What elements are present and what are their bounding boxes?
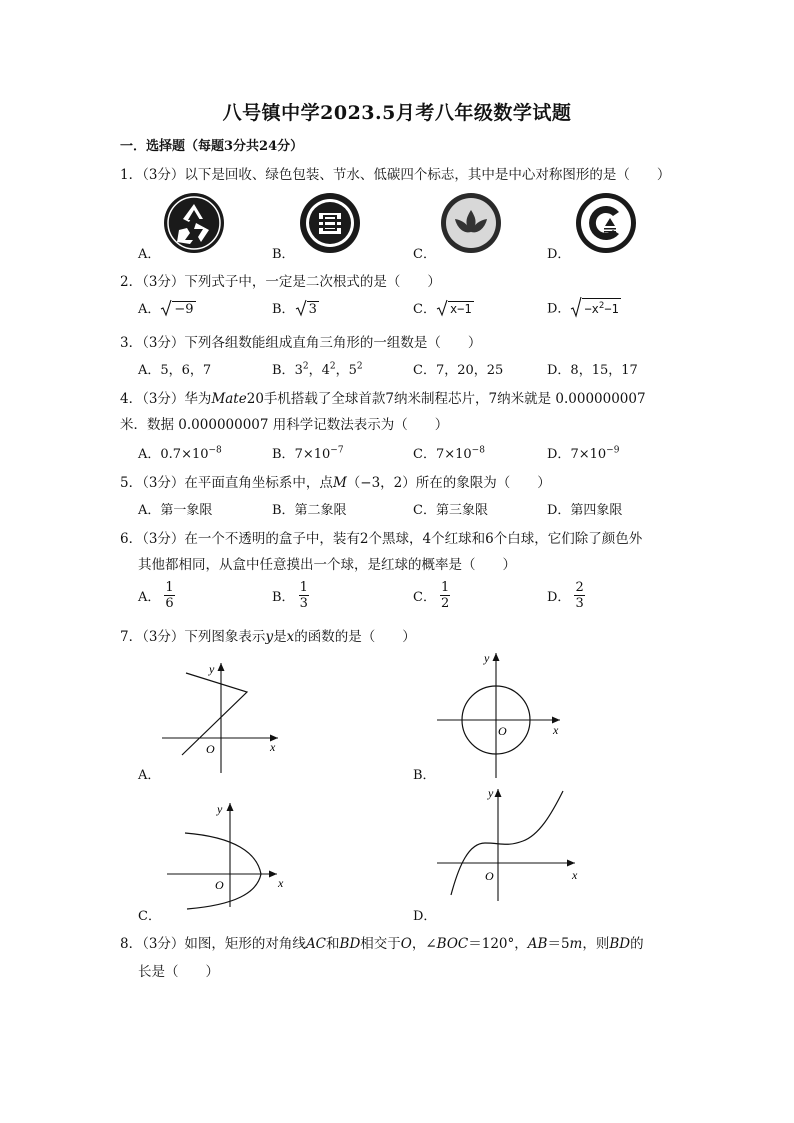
low-carbon-icon (575, 192, 637, 258)
q1-option-b[interactable]: B． (272, 247, 295, 262)
q8-bd-2: BD (609, 936, 631, 952)
q2-option-c-label: C． (413, 302, 436, 317)
q1-option-d[interactable]: D． (547, 247, 571, 262)
q2-option-a-radicand: −9 (174, 302, 194, 317)
q7-option-c[interactable]: C． (138, 909, 161, 924)
question-3-stem: 3．（3分）下列各组数能组成直角三角形的一组数是（ ） (120, 335, 482, 351)
question-6-line-2: 其他都相同，从盒中任意摸出一个球，是红球的概率是（ ） (138, 557, 516, 573)
q4-b-base: 7×10 (294, 447, 331, 462)
q8-then: ，则 (582, 936, 610, 952)
q4-option-b[interactable] (272, 443, 344, 462)
question-4-line-1 (120, 387, 646, 407)
q5-point-m: M (332, 475, 347, 491)
axis-label-y: y (209, 662, 215, 676)
q4-c-base: 7×10 (435, 447, 472, 462)
q2-d-tail: −1 (604, 301, 619, 316)
water-saving-icon (440, 192, 502, 258)
q8-de: 的 (630, 936, 644, 952)
axis-label-x: x (553, 723, 559, 737)
q2-d-base: −x (584, 301, 599, 316)
q8-line1-a: 8．（3分）如图，矩形的对角线 (120, 936, 306, 952)
q4-b-exp: −7 (330, 445, 344, 456)
q6-option-c[interactable] (413, 580, 450, 611)
graph-d-curve (451, 791, 563, 895)
y-arrow-icon (218, 663, 225, 671)
question-8-line-1 (120, 932, 644, 952)
q8-o: O (400, 936, 412, 952)
q3-option-b-label: B． (272, 363, 295, 378)
q4-a-exp: −8 (208, 445, 222, 456)
q5-option-c[interactable]: C．第三象限 (413, 503, 488, 518)
q1-option-c[interactable]: C． (413, 247, 436, 262)
q6-c-fraction (440, 580, 450, 611)
question-1-stem: 1．（3分）以下是回收、绿色包装、节水、低碳四个标志，其中是中心对称图形的是（ ） (120, 167, 671, 183)
sqrt-icon (295, 299, 307, 321)
section-heading: 一．选择题（每题3分共24分） (120, 139, 304, 154)
q3-option-a[interactable]: A．5，6，7 (138, 363, 212, 378)
q3-b-exp-2: 2 (329, 361, 336, 372)
q6-d-num: 2 (575, 580, 584, 595)
q6-option-a[interactable] (138, 580, 175, 611)
q7-option-b[interactable]: B． (413, 768, 436, 783)
q5-option-b[interactable]: B．第二象限 (272, 503, 347, 518)
q8-angle: ＝120°， (468, 936, 528, 952)
axis-label-y: y (484, 651, 490, 665)
q7-option-d[interactable]: D． (413, 909, 437, 924)
q2-option-a[interactable] (138, 298, 196, 321)
q6-c-num: 1 (440, 580, 450, 595)
q6-a-fraction (164, 580, 174, 611)
q7-option-a[interactable]: A． (138, 768, 161, 783)
q6-option-b[interactable] (272, 580, 309, 611)
sqrt-icon (570, 296, 582, 322)
q3-b-exp-3: 2 (356, 361, 363, 372)
q6-d-den: 3 (575, 596, 584, 611)
q7-stem-b: 是 (273, 629, 287, 645)
q8-comma: ，∠ (411, 936, 437, 952)
q4-option-d[interactable] (547, 443, 619, 462)
q6-c-den: 2 (440, 596, 450, 611)
q5-option-d[interactable]: D．第四象限 (547, 503, 623, 518)
q6-a-num: 1 (165, 580, 174, 595)
q4-d-exp: −9 (606, 445, 620, 456)
axis-label-y: y (217, 802, 223, 816)
question-6-line-1: 6．（3分）在一个不透明的盒子中，装有2个黑球，4个红球和6个白球，它们除了颜色外 (120, 531, 643, 547)
graph-c-curve (185, 833, 261, 909)
sqrt-icon (436, 299, 448, 321)
q3-option-c[interactable]: C．7，20，25 (413, 363, 504, 378)
q8-boc: BOC (436, 936, 469, 952)
q7-graph-b (435, 650, 575, 780)
page-title: 八号镇中学2023.5月考八年级数学试题 (222, 102, 572, 124)
q1-option-a[interactable]: A． (138, 247, 161, 262)
q3-b-base-2: 4 (321, 363, 330, 378)
green-package-icon (299, 192, 361, 258)
q7-var-y: y (265, 629, 274, 645)
q3-option-b[interactable]: B．$3^2$，$4^2$，$5^2$ (272, 361, 363, 378)
question-4-line-2: 米．数据 0.000000007 用科学记数法表示为（ ） (120, 417, 449, 433)
q2-option-b[interactable] (272, 298, 319, 321)
q6-option-d[interactable] (547, 580, 585, 611)
q2-option-c-radicand: x−1 (449, 302, 472, 316)
q8-line1-b: 相交于 (360, 936, 401, 952)
q4-a-base: 0.7×10 (160, 447, 209, 462)
q7-stem-a: 7．（3分）下列图象表示 (120, 629, 266, 645)
axis-label-x: x (572, 868, 578, 882)
q6-b-label: B． (272, 590, 295, 605)
y-arrow-icon (227, 803, 234, 811)
q2-option-d-radicand (582, 298, 620, 316)
axis-label-x: x (270, 740, 276, 754)
q6-d-fraction (574, 580, 584, 611)
q2-option-d-label: D． (547, 301, 571, 317)
q6-a-den: 6 (165, 596, 174, 611)
q4-d-label: D． (547, 447, 571, 462)
question-2-stem: 2．（3分）下列式子中，一定是二次根式的是（ ） (120, 274, 441, 290)
q2-d-exponent: 2 (598, 300, 605, 311)
origin-label: O (215, 878, 224, 892)
q4-b-label: B． (272, 447, 295, 462)
sqrt-icon (160, 299, 172, 321)
q7-graph-c (165, 795, 295, 910)
q8-eq: ＝5 (547, 936, 570, 952)
q6-b-num: 1 (299, 580, 308, 595)
q4-line1-c: 20手机搭载了全球首款7纳米制程芯片，7纳米就是 0.000000007 (246, 391, 646, 407)
q3-b-base-1: 3 (294, 363, 303, 378)
q3-b-base-3: 5 (348, 363, 357, 378)
q4-option-a[interactable] (138, 443, 222, 462)
q6-a-label: A． (138, 590, 161, 605)
q7-graph-a (160, 655, 290, 775)
question-7-stem (120, 625, 416, 645)
q7-var-x: x (286, 629, 295, 645)
origin-label: O (206, 742, 215, 756)
q4-a-label: A． (138, 447, 161, 462)
q2-option-c[interactable] (413, 298, 474, 321)
q6-c-label: C． (413, 590, 436, 605)
q6-b-den: 3 (299, 596, 308, 611)
y-arrow-icon (495, 789, 502, 797)
q3-option-d[interactable]: D．8，15，17 (547, 363, 638, 378)
q5-stem-b: （−3，2）所在的象限为（ ） (346, 475, 551, 491)
q8-bd: BD (339, 936, 361, 952)
q8-ab: AB (527, 936, 548, 952)
q8-and: 和 (326, 936, 340, 952)
q4-c-exp: −8 (471, 445, 485, 456)
q4-line1-b: Mate (211, 391, 247, 407)
q5-option-a[interactable]: A．第一象限 (138, 503, 213, 518)
q2-option-a-label: A． (138, 302, 161, 317)
q8-ac: AC (305, 936, 327, 952)
recycle-icon (163, 192, 225, 258)
q4-d-base: 7×10 (570, 447, 607, 462)
x-arrow-icon (269, 871, 277, 878)
q4-c-label: C． (413, 447, 436, 462)
q2-option-b-radicand: 3 (308, 302, 317, 317)
question-8-line-2: 长是（ ） (138, 964, 219, 980)
q2-option-d[interactable] (547, 296, 621, 322)
q3-b-exp-1: 2 (302, 361, 309, 372)
axis-label-x: x (278, 876, 284, 890)
q8-m: m (569, 936, 583, 952)
q4-line1-a: 4．（3分）华为 (120, 391, 212, 407)
q4-option-c[interactable] (413, 443, 485, 462)
origin-label: O (498, 724, 507, 738)
x-arrow-icon (567, 860, 575, 867)
axis-label-y: y (488, 786, 494, 800)
q2-option-b-label: B． (272, 302, 295, 317)
q6-d-label: D． (547, 590, 571, 605)
q7-graph-d (435, 785, 585, 905)
question-5-stem (120, 471, 551, 491)
y-arrow-icon (493, 653, 500, 661)
origin-label: O (485, 869, 494, 883)
q7-stem-c: 的函数的是（ ） (294, 629, 416, 645)
q6-b-fraction (299, 580, 309, 611)
q5-stem-a: 5．（3分）在平面直角坐标系中，点 (120, 475, 333, 491)
